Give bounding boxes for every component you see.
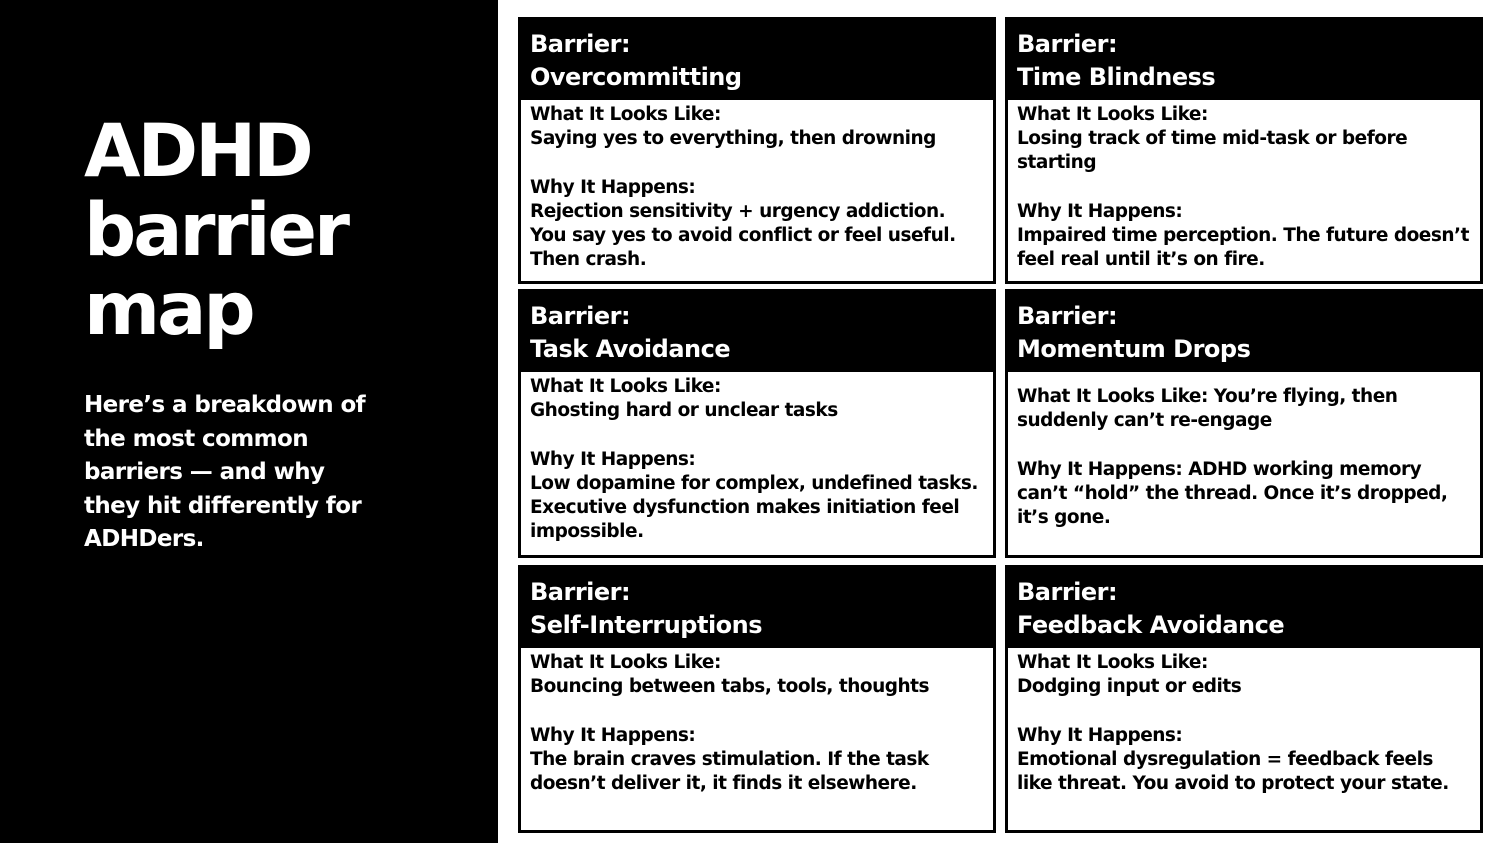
why-text: Rejection sensitivity + urgency addiction. You say yes to avoid conflict or feel useful. Then crash.	[530, 200, 956, 271]
barrier-label: Barrier:	[530, 302, 631, 330]
looks-like-text: Saying yes to everything, then drowning	[530, 128, 936, 150]
looks-like-text: Ghosting hard or unclear tasks	[530, 400, 838, 422]
barrier-card-self-interruptions	[518, 565, 996, 833]
barrier-name: Self-Interruptions	[530, 611, 763, 639]
barrier-label: Barrier:	[1017, 302, 1118, 330]
card-body	[1008, 372, 1480, 530]
card-body	[521, 100, 993, 272]
title-line: ADHD	[84, 109, 311, 194]
title-panel	[0, 0, 498, 843]
barrier-card-time-blindness	[1005, 17, 1483, 284]
why-heading: Why It Happens:	[530, 176, 696, 198]
looks-like-heading: What It Looks Like:	[530, 376, 721, 397]
looks-like-text: Losing track of time mid-task or before starting	[1017, 128, 1408, 174]
why-text: The brain craves stimulation. If the task doesn’t deliver it, it finds it elsewhere.	[530, 748, 929, 794]
why-text: Emotional dysregulation = feedback feels like threat. You avoid to protect your state.	[1017, 748, 1449, 794]
why-heading: Why It Happens:	[530, 724, 696, 746]
title-line: barrier	[84, 188, 348, 273]
looks-like-text: Bouncing between tabs, tools, thoughts	[530, 676, 930, 698]
looks-like-text: Dodging input or edits	[1017, 676, 1242, 698]
barrier-name: Task Avoidance	[530, 335, 731, 363]
barrier-label: Barrier:	[1017, 578, 1118, 606]
card-body	[521, 648, 993, 796]
barrier-card-overcommitting	[518, 17, 996, 284]
why-text: Why It Happens: ADHD working memory can’t “hold” the thread. Once it’s dropped, it’s gone.	[1017, 458, 1448, 528]
why-text: Impaired time perception. The future doesn’t feel real until it’s on fire.	[1017, 225, 1469, 271]
looks-like-heading: What It Looks Like:	[530, 652, 721, 673]
barrier-label: Barrier:	[530, 30, 631, 58]
page-title	[84, 109, 484, 352]
card-header	[1008, 20, 1480, 100]
barrier-name: Feedback Avoidance	[1017, 611, 1285, 639]
card-header	[521, 568, 993, 648]
card-header	[1008, 292, 1480, 372]
intro-text: Here’s a breakdown of the most common barriers — and why they hit differently for ADHDers.	[84, 392, 366, 552]
why-heading: Why It Happens:	[530, 448, 696, 470]
why-text: Low dopamine for complex, undefined tasks. Executive dysfunction makes initiation feel impossible.	[530, 472, 978, 543]
card-body	[521, 372, 993, 544]
card-body	[1008, 100, 1480, 272]
card-body	[1008, 648, 1480, 796]
barrier-card-momentum-drops	[1005, 289, 1483, 558]
looks-like-text: What It Looks Like: You’re flying, then suddenly can’t re-engage	[1017, 386, 1398, 432]
looks-like-heading: What It Looks Like:	[1017, 652, 1208, 673]
barrier-card-feedback-avoidance	[1005, 565, 1483, 833]
looks-like-heading: What It Looks Like:	[530, 104, 721, 125]
barrier-label: Barrier:	[1017, 30, 1118, 58]
barrier-name: Overcommitting	[530, 63, 742, 91]
title-line: map	[84, 267, 253, 352]
barrier-name: Time Blindness	[1017, 63, 1216, 91]
barrier-name: Momentum Drops	[1017, 335, 1251, 363]
card-header	[1008, 568, 1480, 648]
card-header	[521, 292, 993, 372]
why-heading: Why It Happens:	[1017, 724, 1183, 746]
barrier-card-task-avoidance	[518, 289, 996, 558]
barrier-label: Barrier:	[530, 578, 631, 606]
card-header	[521, 20, 993, 100]
why-heading: Why It Happens:	[1017, 200, 1183, 222]
looks-like-heading: What It Looks Like:	[1017, 104, 1208, 125]
